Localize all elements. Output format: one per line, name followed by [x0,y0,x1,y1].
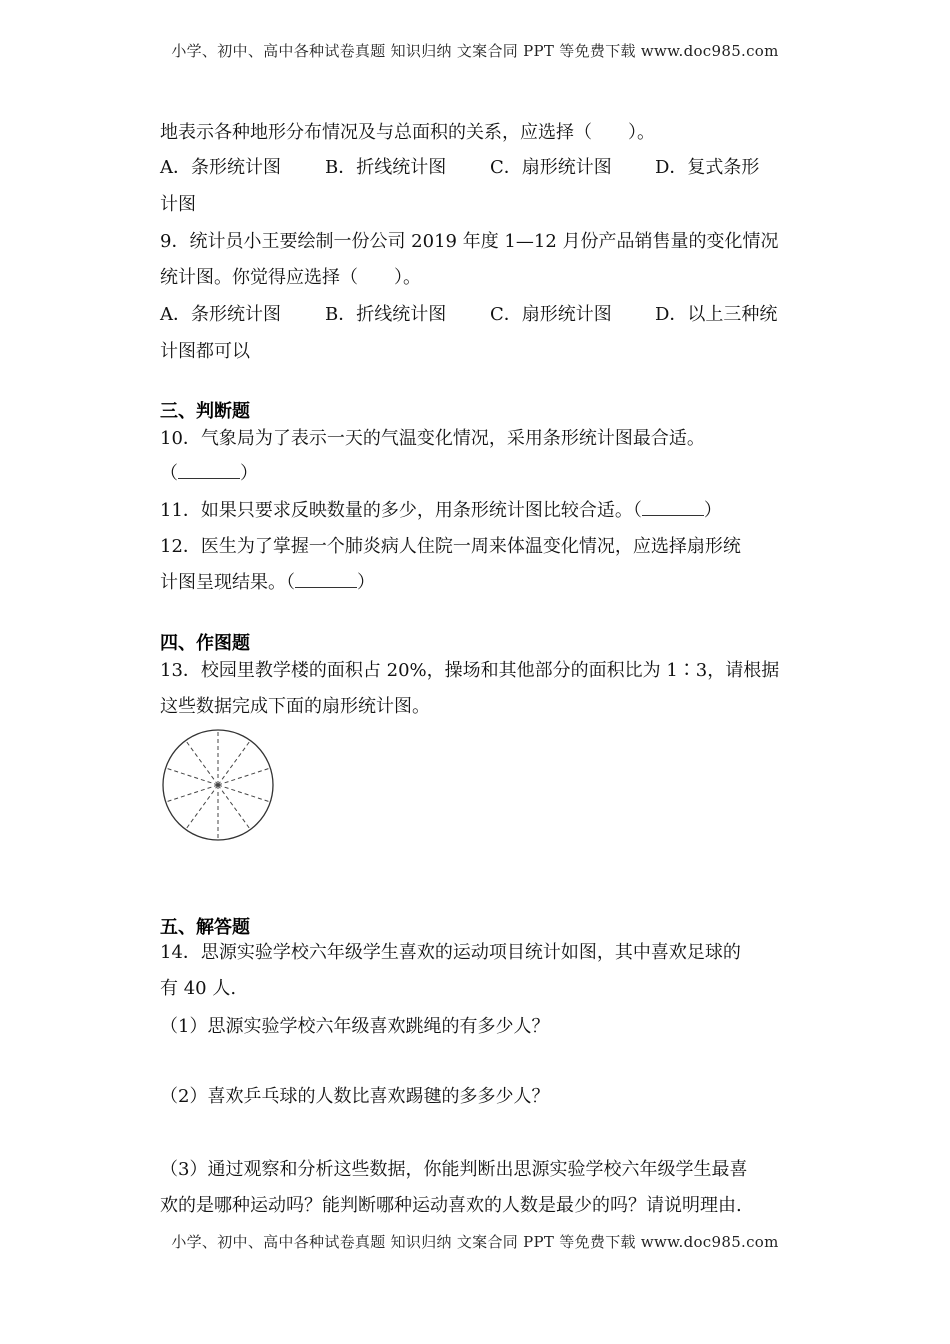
q8-option-d-cont: 计图 [160,194,196,215]
section-4-title: 四、作图题 [160,633,250,654]
q10-answer: （ ） [160,463,258,484]
q14-sub3-line2: 欢的是哪种运动吗？能判断哪种运动喜欢的人数是最少的吗？请说明理由. [160,1195,742,1216]
pie-division-line [186,741,218,786]
q9-stem-line1: 9．统计员小王要绘制一份公司 2019 年度 1—12 月份产品销售量的变化情况 [160,231,779,252]
q14-stem-line1: 14．思源实验学校六年级学生喜欢的运动项目统计如图，其中喜欢足球的 [160,942,741,963]
q14-sub1: （1）思源实验学校六年级喜欢跳绳的有多少人？ [160,1016,550,1037]
q9-option-a: A．条形统计图 [160,304,281,325]
q9-stem-line2: 统计图。你觉得应选择（ ）。 [160,267,421,288]
q9-option-d: D．以上三种统 [655,304,778,325]
q8-option-b: B．折线统计图 [325,157,447,178]
q14-stem-line2: 有 40 人. [160,978,237,999]
q14-sub3-line1: （3）通过观察和分析这些数据，你能判断出思源实验学校六年级学生最喜 [160,1159,748,1180]
pie-division-line [218,741,250,786]
page-footer: 小学、初中、高中各种试卷真题 知识归纳 文案合同 PPT 等免费下载 www.doc985.com [171,1233,779,1251]
pie-division-line [218,768,270,785]
page-header: 小学、初中、高中各种试卷真题 知识归纳 文案合同 PPT 等免费下载 www.doc985.com [171,42,779,60]
q8-option-c: C．扇形统计图 [490,157,612,178]
q12-stem-line1: 12．医生为了掌握一个肺炎病人住院一周来体温变化情况，应选择扇形统 [160,536,741,557]
q11-line: 11．如果只要求反映数量的多少，用条形统计图比较合适。（ ） [160,500,722,521]
section-5-title: 五、解答题 [160,917,250,938]
pie-division-line [166,785,218,802]
pie-division-line [166,768,218,785]
q11-stem: 11．如果只要求反映数量的多少，用条形统计图比较合适。 [160,500,633,521]
q12-line2: 计图呈现结果。（ ） [160,572,375,593]
q14-sub2: （2）喜欢乒乓球的人数比喜欢踢毽的多多少人？ [160,1086,550,1107]
q8-option-d: D．复式条形 [655,157,760,178]
q13-stem-line1: 13．校园里教学楼的面积占 20%，操场和其他部分的面积比为 1∶3，请根据 [160,660,780,681]
section-3-title: 三、判断题 [160,401,250,422]
pie-division-line [218,785,250,830]
q12-stem-line2: 计图呈现结果。 [160,572,286,593]
q9-option-d-cont: 计图都可以 [160,341,250,362]
q10-blank[interactable] [178,464,240,479]
pie-division-line [218,785,270,802]
pie-divisions [166,730,271,840]
blank-pie-chart[interactable] [160,727,276,843]
q13-stem-line2: 这些数据完成下面的扇形统计图。 [160,696,430,717]
q12-blank[interactable] [295,573,357,588]
q9-option-c: C．扇形统计图 [490,304,612,325]
pie-division-line [186,785,218,830]
q9-option-b: B．折线统计图 [325,304,447,325]
q8-option-a: A．条形统计图 [160,157,281,178]
q10-stem: 10．气象局为了表示一天的气温变化情况，采用条形统计图最合适。 [160,428,705,449]
q8-stem: 地表示各种地形分布情况及与总面积的关系，应选择（ ）。 [160,122,655,143]
q11-blank[interactable] [642,501,704,516]
